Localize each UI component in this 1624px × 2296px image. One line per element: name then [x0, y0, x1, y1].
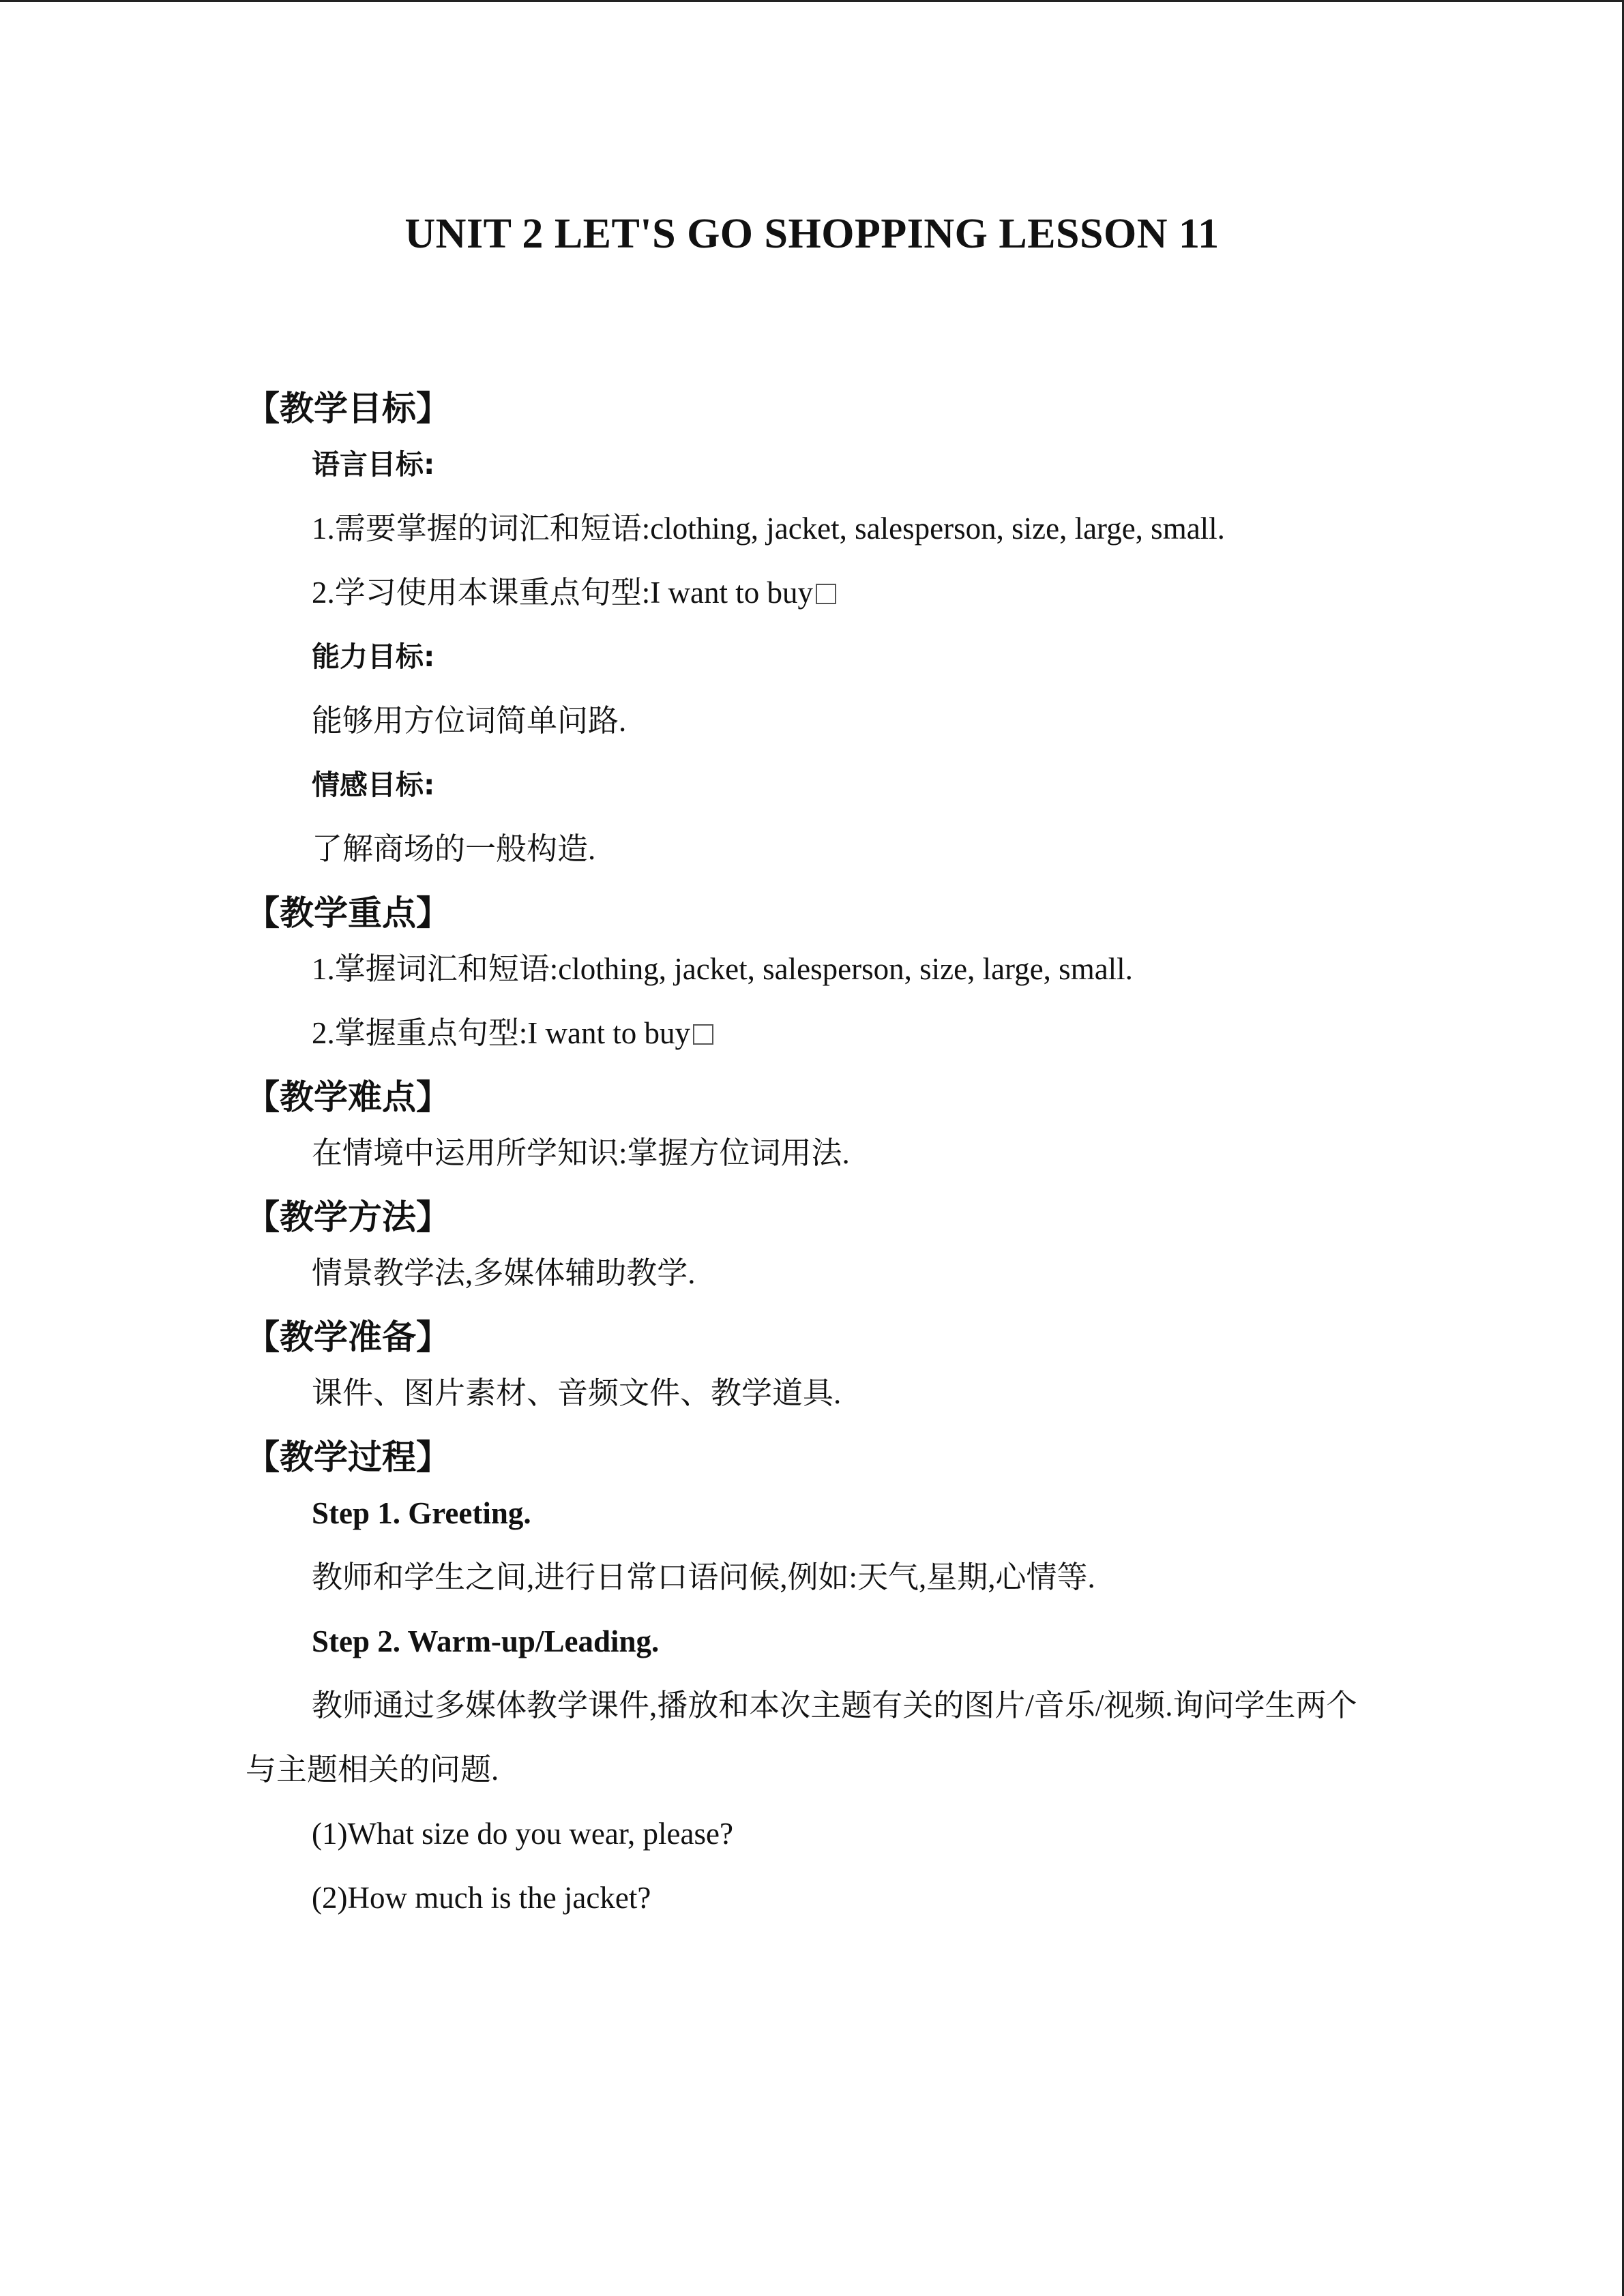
question-1: (1)What size do you wear, please? — [312, 1817, 733, 1851]
step-1-text: 教师和学生之间,进行日常口语问候,例如:天气,星期,心情等. — [312, 1560, 1095, 1594]
language-goal-label: 语言目标: — [312, 448, 435, 481]
question-2: (2)How much is the jacket? — [312, 1881, 651, 1915]
page-top-border — [0, 0, 1624, 2]
section-heading-preparation: 【教学准备】 — [246, 1317, 450, 1357]
step-2-text: 教师通过多媒体教学课件,播放和本次主题有关的图片/音乐/视频.询问学生两个与主题相关的问题. — [246, 1688, 1357, 1787]
section-heading-key-points: 【教学重点】 — [246, 893, 450, 933]
step-2-title: Step 2. Warm-up/Leading. — [312, 1624, 660, 1658]
document-body — [246, 376, 1405, 1930]
placeholder-box-icon — [693, 1024, 713, 1045]
method-item: 情景教学法,多媒体辅助教学. — [312, 1256, 696, 1290]
key-point-item-2 — [246, 1001, 1405, 1065]
section-heading-difficulties: 【教学难点】 — [246, 1077, 450, 1117]
step-1-title: Step 1. Greeting. — [312, 1496, 531, 1530]
preparation-item: 课件、图片素材、音频文件、教学道具. — [312, 1376, 842, 1410]
ability-goal-item: 能够用方位词简单问路. — [312, 704, 627, 738]
page-title: UNIT 2 LET'S GO SHOPPING LESSON 11 — [404, 211, 1220, 257]
section-heading-teaching-goals: 【教学目标】 — [246, 389, 450, 428]
section-heading-methods: 【教学方法】 — [246, 1197, 450, 1237]
emotion-goal-item: 了解商场的一般构造. — [312, 832, 596, 866]
emotion-goal-label: 情感目标: — [312, 769, 435, 801]
placeholder-box-icon — [816, 584, 836, 604]
key-point-item-1: 1.掌握词汇和短语:clothing, jacket, salesperson, size, large, small. — [312, 952, 1133, 986]
ability-goal-label: 能力目标: — [312, 640, 435, 673]
section-heading-process: 【教学过程】 — [246, 1437, 450, 1477]
language-goal-item-2 — [246, 561, 1405, 625]
key-point-item-2-text: 2.掌握重点句型:I want to buy — [312, 1016, 690, 1050]
language-goal-item-1: 1.需要掌握的词汇和短语:clothing, jacket, salesperson, size, large, small. — [312, 511, 1225, 546]
language-goal-item-2-text: 2.学习使用本课重点句型:I want to buy — [312, 576, 813, 610]
difficulty-item: 在情境中运用所学知识:掌握方位词用法. — [312, 1136, 850, 1170]
